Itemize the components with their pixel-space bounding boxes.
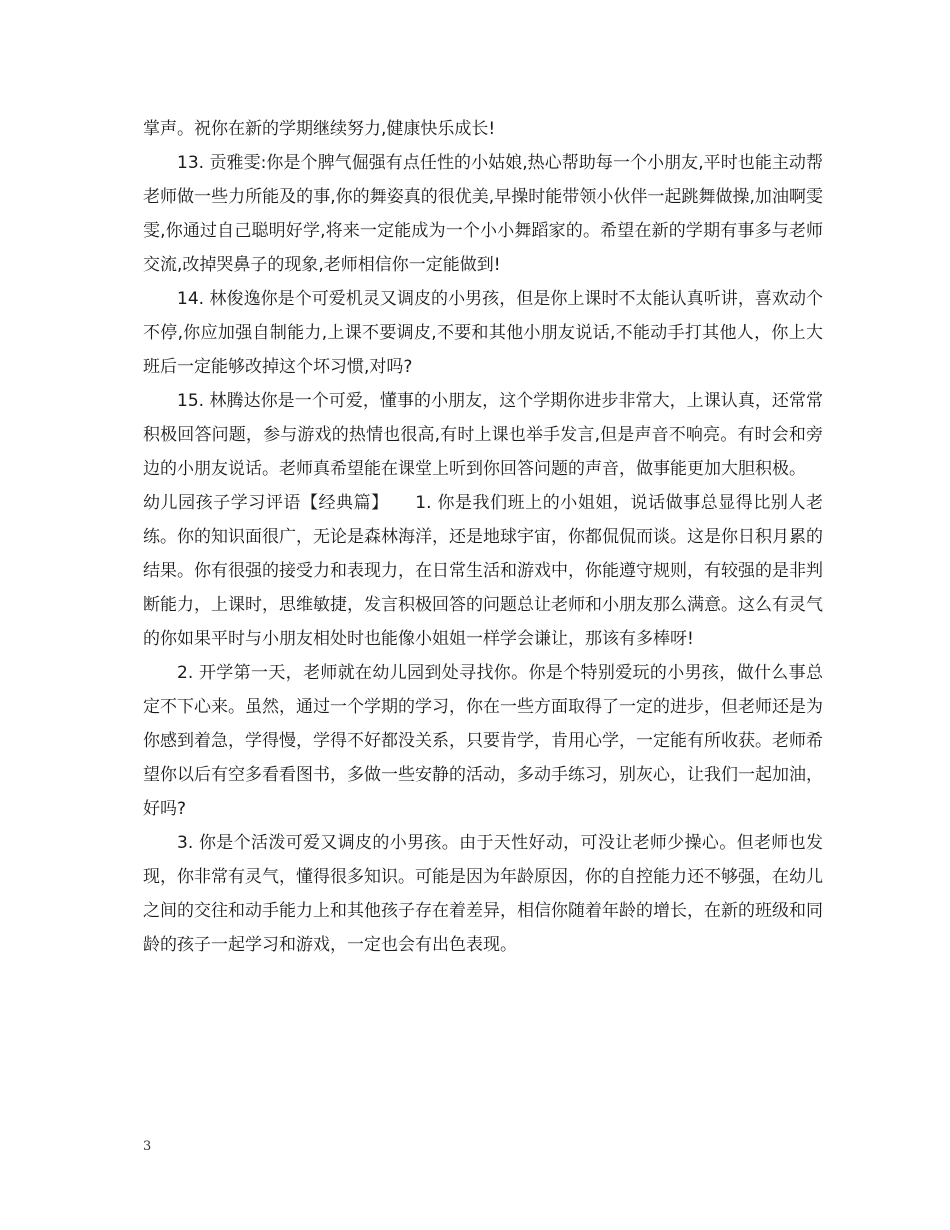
page-number: 3 (143, 1139, 152, 1154)
document-body (143, 112, 823, 962)
paragraph: 2. 开学第一天，老师就在幼儿园到处寻找你。你是个特别爱玩的小男孩，做什么事总定不下心来。虽然，通过一个学期的学习，你在一些方面取得了一定的进步，但老师还是为你感到着急，学得慢，学得不好都没关系，只要肯学，肯用心学，一定能有所收获。老师希望你以后有空多看看图书，多做一些安静的活动，多动手练习，别灰心，让我们一起加油，好吗? (143, 663, 823, 819)
section-paragraph: 幼儿园孩子学习评语【经典篇】 1. 你是我们班上的小姐姐，说话做事总显得比别人老练。你的知识面很广，无论是森林海洋，还是地球宇宙，你都侃侃而谈。这是你日积月累的结果。你有很强的接受力和表现力，在日常生活和游戏中，你能遵守规则，有较强的是非判断能力，上课时，思维敏捷，发言积极回答的问题总让老师和小朋友那么满意。这么有灵气的你如果平时与小朋友相处时也能像小姐姐一样学会谦让，那该有多棒呀! (143, 493, 823, 649)
paragraph: 14. 林俊逸你是个可爱机灵又调皮的小男孩，但是你上课时不太能认真听讲，喜欢动个不停,你应加强自制能力,上课不要调皮,不要和其他小朋友说话,不能动手打其他人，你上大班后一定能够改掉这个坏习惯,对吗? (143, 289, 823, 377)
paragraph: 15. 林腾达你是一个可爱，懂事的小朋友，这个学期你进步非常大，上课认真，还常常积极回答问题，参与游戏的热情也很高,有时上课也举手发言,但是声音不响亮。有时会和旁边的小朋友说话。老师真希望能在课堂上听到你回答问题的声音，做事能更加大胆积极。 (143, 391, 823, 479)
paragraph: 3. 你是个活泼可爱又调皮的小男孩。由于天性好动，可没让老师少操心。但老师也发现，你非常有灵气，懂得很多知识。可能是因为年龄原因，你的自控能力还不够强，在幼儿之间的交往和动手能力上和其他孩子存在着差异，相信你随着年龄的增长，在新的班级和同龄的孩子一起学习和游戏，一定也会有出色表现。 (143, 833, 823, 955)
paragraph: 掌声。祝你在新的学期继续努力,健康快乐成长! (143, 119, 496, 139)
paragraph: 13. 贡雅雯:你是个脾气倔强有点任性的小姑娘,热心帮助每一个小朋友,平时也能主动帮老师做一些力所能及的事,你的舞姿真的很优美,早操时能带领小伙伴一起跳舞做操,加油啊雯雯,你通过自己聪明好学,将来一定能成为一个小小舞蹈家的。希望在新的学期有事多与老师交流,改掉哭鼻子的现象,老师相信你一定能做到! (143, 153, 823, 275)
